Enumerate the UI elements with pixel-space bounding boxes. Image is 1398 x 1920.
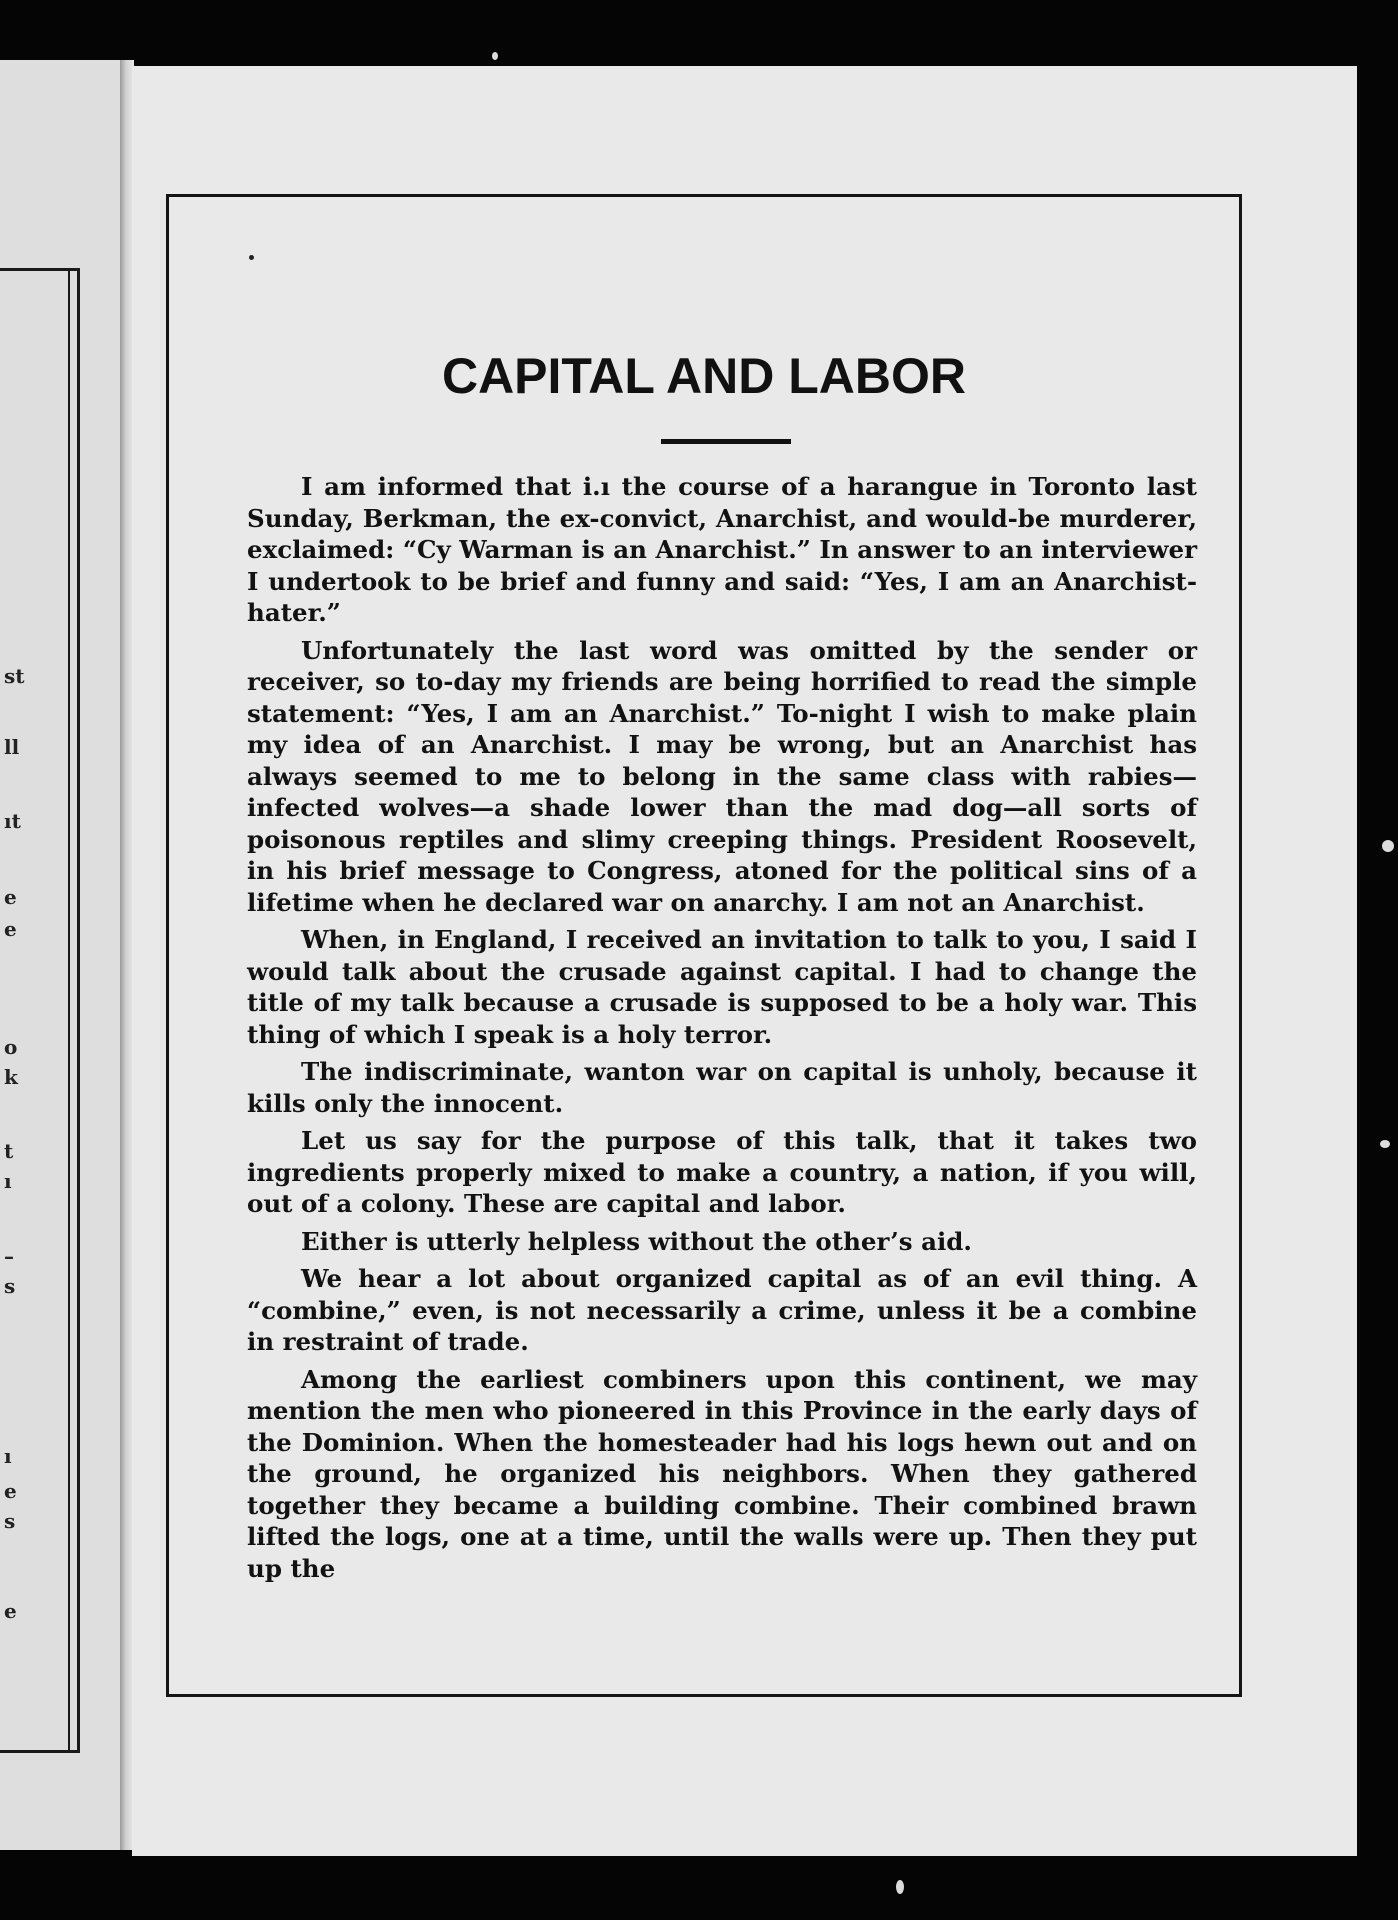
left-text-fragment: e (4, 1599, 17, 1623)
left-text-fragment: k (4, 1065, 18, 1089)
left-text-fragment: t (4, 1139, 14, 1163)
left-text-fragment: ı (4, 1444, 12, 1468)
previous-page-frame (0, 268, 80, 1753)
page-title: CAPITAL AND LABOR (441, 348, 967, 404)
left-text-fragment: ıt (4, 809, 21, 833)
paragraph: I am informed that i.ı the course of a harangue in Toronto last Sunday, Berkman, the ex-convict, Anarchist, and would-be murderer, exclaimed: “Cy Warman is an Anarchist.” In answer to an interviewer I undertook to be brief and funny and said: “Yes, I am an Anarchist-hater.” (247, 472, 1197, 627)
paragraph: The indiscriminate, wanton war on capital is unholy, because it kills only the innocent. (247, 1057, 1197, 1118)
left-text-fragment: – (4, 1244, 14, 1268)
left-text-fragment: s (4, 1274, 16, 1298)
left-text-fragment: o (4, 1035, 18, 1059)
scan-speck (896, 1880, 904, 1894)
article-body (247, 471, 1197, 1590)
left-text-fragment: st (4, 664, 25, 688)
paragraph: Either is utterly helpless without the other’s aid. (301, 1226, 972, 1256)
left-text-fragment: s (4, 1509, 16, 1533)
paragraph: Among the earliest combiners upon this continent, we may mention the men who pioneered in this Province in the early days of the Dominion. When the homesteader had his logs hewn out and on the ground, he organized his neighbors. When they gathered together they became a building combine. Their combined brawn lifted the logs, one at a time, until the walls were up. Then they put up the (247, 1364, 1197, 1583)
title-underline-rule (661, 439, 791, 444)
left-text-fragment: ll (4, 735, 20, 759)
paragraph: We hear a lot about organized capital as of an evil thing. A “combine,” even, is not necessarily a crime, unless it be a combine in restraint of trade. (247, 1264, 1197, 1356)
left-text-fragment: e (4, 917, 17, 941)
left-text-fragment: e (4, 885, 17, 909)
paragraph: Let us say for the purpose of this talk, that it takes two ingredients properly mixed to make a country, a nation, if you will, out of a colony. These are capital and labor. (247, 1126, 1197, 1218)
scan-speck (1380, 1140, 1390, 1148)
ink-speck (249, 255, 254, 260)
scan-speck (1382, 840, 1394, 852)
book-page (132, 66, 1357, 1856)
left-text-fragment: ı (4, 1169, 12, 1193)
page-border-frame (166, 194, 1242, 1697)
paragraph: Unfortunately the last word was omitted by the sender or receiver, so to-day my friends are being horrified to read the simple statement: “Yes, I am an Anarchist.” To-night I wish to make plain my idea of an Anarchist. I may be wrong, but an Anarchist has always seemed to me to belong in the same class with rabies—infected wolves—a shade lower than the mad dog—all sorts of poisonous reptiles and slimy creeping things. President Roosevelt, in his brief message to Congress, atoned for the political sins of a lifetime when he declared war on anarchy. I am not an Anarchist. (247, 635, 1197, 917)
previous-page-edge (0, 60, 130, 1850)
scan-speck (492, 52, 498, 60)
paragraph: When, in England, I received an invitation to talk to you, I said I would talk about the crusade against capital. I had to change the title of my talk because a crusade is supposed to be a holy war. This thing of which I speak is a holy terror. (247, 925, 1197, 1049)
left-text-fragment: e (4, 1479, 17, 1503)
